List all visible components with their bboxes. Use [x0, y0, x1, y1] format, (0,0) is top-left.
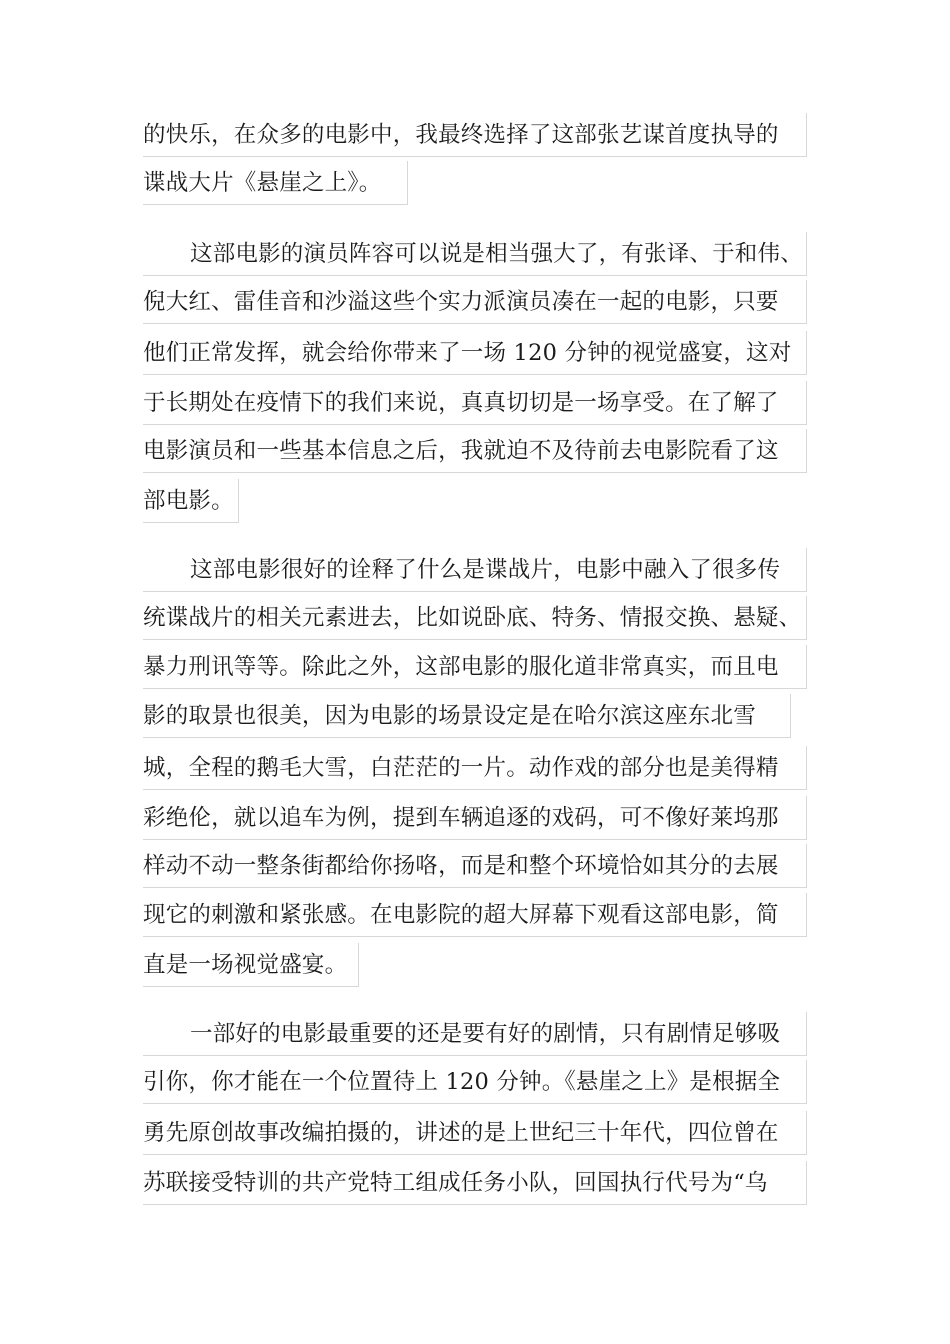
- text-line: 这部电影的演员阵容可以说是相当强大了，有张译、于和伟、: [143, 232, 807, 276]
- text-line: 现它的刺激和紧张感。在电影院的超大屏幕下观看这部电影，简: [143, 893, 807, 937]
- text-line: 倪大红、雷佳音和沙溢这些个实力派演员凑在一起的电影，只要: [143, 280, 807, 324]
- text-line: 城，全程的鹅毛大雪，白茫茫的一片。动作戏的部分也是美得精: [143, 746, 807, 790]
- text-line: 电影演员和一些基本信息之后，我就迫不及待前去电影院看了这: [143, 429, 807, 473]
- text-line: 谍战大片《悬崖之上》。: [143, 161, 408, 205]
- text-line: 统谍战片的相关元素进去，比如说卧底、特务、情报交换、悬疑、: [143, 596, 807, 640]
- text-line: 影的取景也很美，因为电影的场景设定是在哈尔滨这座东北雪: [143, 694, 791, 738]
- text-line: 直是一场视觉盛宴。: [143, 943, 359, 987]
- text-line: 部电影。: [143, 479, 239, 523]
- text-line: 样动不动一整条街都给你扬咯，而是和整个环境恰如其分的去展: [143, 844, 807, 888]
- text-line: 勇先原创故事改编拍摄的，讲述的是上世纪三十年代，四位曾在: [143, 1111, 807, 1155]
- text-line: 彩绝伦，就以追车为例，提到车辆追逐的戏码，可不像好莱坞那: [143, 796, 807, 840]
- text-line: 一部好的电影最重要的还是要有好的剧情，只有剧情足够吸: [143, 1012, 807, 1056]
- text-line: 苏联接受特训的共产党特工组成任务小队，回国执行代号为“乌: [143, 1161, 807, 1205]
- text-line: 这部电影很好的诠释了什么是谍战片，电影中融入了很多传: [143, 548, 807, 592]
- text-line: 的快乐，在众多的电影中，我最终选择了这部张艺谋首度执导的: [143, 113, 807, 157]
- text-line: 他们正常发挥，就会给你带来了一场 120 分钟的视觉盛宴，这对: [143, 331, 807, 375]
- text-line: 于长期处在疫情下的我们来说，真真切切是一场享受。在了解了: [143, 381, 807, 425]
- text-line: 引你，你才能在一个位置待上 120 分钟。《悬崖之上》是根据全: [143, 1060, 807, 1104]
- text-line: 暴力刑讯等等。除此之外，这部电影的服化道非常真实，而且电: [143, 645, 807, 689]
